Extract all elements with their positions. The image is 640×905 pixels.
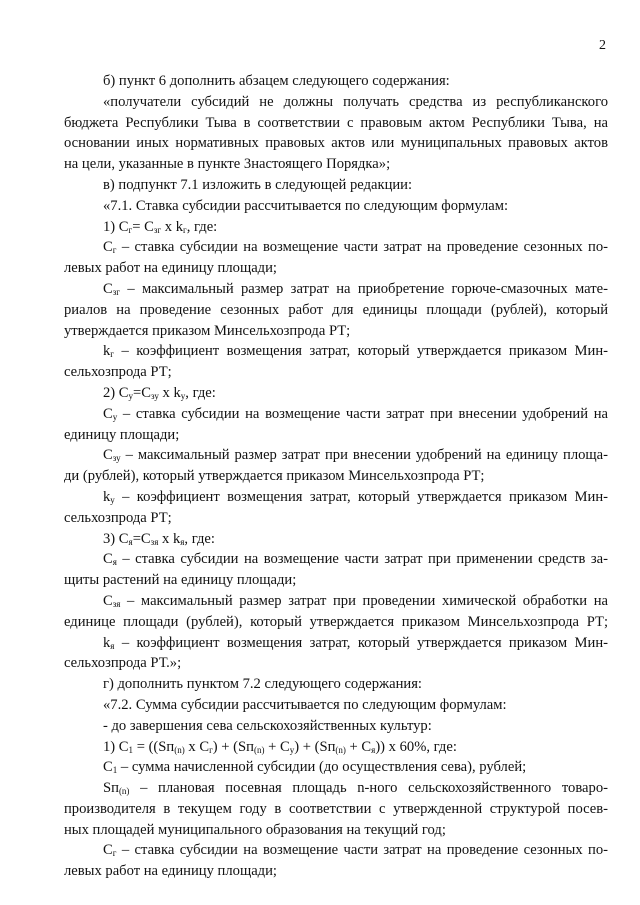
text-line: г) дополнить пунктом 7.2 следующего содержания:	[103, 676, 422, 693]
text-line: ди (рублей), который утверждается приказом Минсельхозпрода РТ;	[64, 468, 485, 485]
text-line: $С_{зу}$ – максимальный размер затрат при внесении удобрений на единицу площа-	[103, 447, 608, 464]
text-line: бюджета Республики Тыва в соответствии с правовым актом Республики Тыва, на	[64, 114, 608, 131]
text-line: $С_{зя}$ – максимальный размер затрат при проведении химической обработки на	[103, 592, 608, 609]
text-line: $Sп_{(n)}$ – плановая посевная площадь n-ного сельскохозяйственного товаро-	[103, 780, 608, 797]
text-line: б) пункт 6 дополнить абзацем следующего содержания:	[103, 73, 450, 89]
text-line: ных площадей муниципального образования на текущий год;	[64, 821, 446, 838]
text-line: $С_я$ – ставка субсидии на возмещение части затрат при применении средств за-	[103, 551, 608, 568]
text-line: сельхозпрода РТ.»;	[64, 655, 182, 672]
text-line: $С_1$ – сумма начисленной субсидии (до осуществления сева), рублей;	[103, 759, 527, 776]
text-line: основании иных нормативных правовых актов или муниципальных правовых актов	[64, 135, 608, 152]
text-line: «7.1. Ставка субсидии рассчитывается по следующим формулам:	[103, 197, 509, 214]
text-line: «7.2. Сумма субсидии рассчитывается по следующим формулам:	[103, 696, 507, 713]
text-line: на цели, указанные в пункте 3настоящего Порядка»;	[64, 156, 391, 173]
text-line: левых работ на единицу площади;	[64, 260, 277, 277]
text-line: $k_у$ – коэффициент возмещения затрат, который утверждается приказом Мин-	[103, 488, 608, 505]
text-line: $С_у$ – ставка субсидии на возмещение части затрат при внесении удобрений на	[103, 405, 608, 422]
text-line: $k_г$ – коэффициент возмещения затрат, который утверждается приказом Мин-	[103, 343, 608, 360]
text-line: щиты растений на единицу площади;	[64, 572, 297, 589]
text-line: $С_{зг}$ – максимальный размер затрат на приобретение горюче-смазочных мате-	[103, 280, 608, 297]
text-line: 2) $С_у=С_{зу}$ х $k_у$, где:	[103, 384, 216, 401]
text-line: в) подпункт 7.1 изложить в следующей редакции:	[103, 176, 413, 193]
text-line: $С_г$ – ставка субсидии на возмещение части затрат на проведение сезонных по-	[103, 842, 608, 859]
text-line: 1) $С_1 = ((Sп_{(n)}$ х $С_г) + (Sп_{(n)} + С_у) + (Sп_{(n)} + С_я)$) х 60%, где:	[103, 738, 457, 755]
text-line: 1) $С_г= С_{зг}$ х $k_г$, где:	[103, 218, 218, 235]
text-line: утверждается приказом Минсельхозпрода РТ;	[64, 322, 351, 339]
page-number: 2	[599, 38, 606, 53]
text-line: 3) $С_я=С_{зя}$ х $k_я$, где:	[103, 530, 215, 547]
text-line: левых работ на единицу площади;	[64, 863, 277, 880]
text-line: единице площади (рублей), который утверждается приказом Минсельхозпрода РТ;	[64, 613, 608, 630]
text-line: единицу площади;	[64, 426, 180, 443]
text-line: $k_я$ – коэффициент возмещения затрат, который утверждается приказом Мин-	[103, 634, 608, 651]
text-line: производителя в текущем году в соответствии с утвержденной структурой посев-	[64, 800, 608, 817]
text-line: - до завершения сева сельскохозяйственных культур:	[103, 717, 432, 734]
text-line: $С_г$ – ставка субсидии на возмещение части затрат на проведение сезонных по-	[103, 239, 608, 256]
text-line: «получатели субсидий не должны получать средства из республиканского	[103, 93, 608, 110]
text-line: сельхозпрода РТ;	[64, 364, 172, 381]
text-line: риалов на проведение сезонных работ для единицы площади (рублей), который	[64, 301, 608, 318]
document-body	[64, 71, 608, 882]
text-line: сельхозпрода РТ;	[64, 509, 172, 526]
